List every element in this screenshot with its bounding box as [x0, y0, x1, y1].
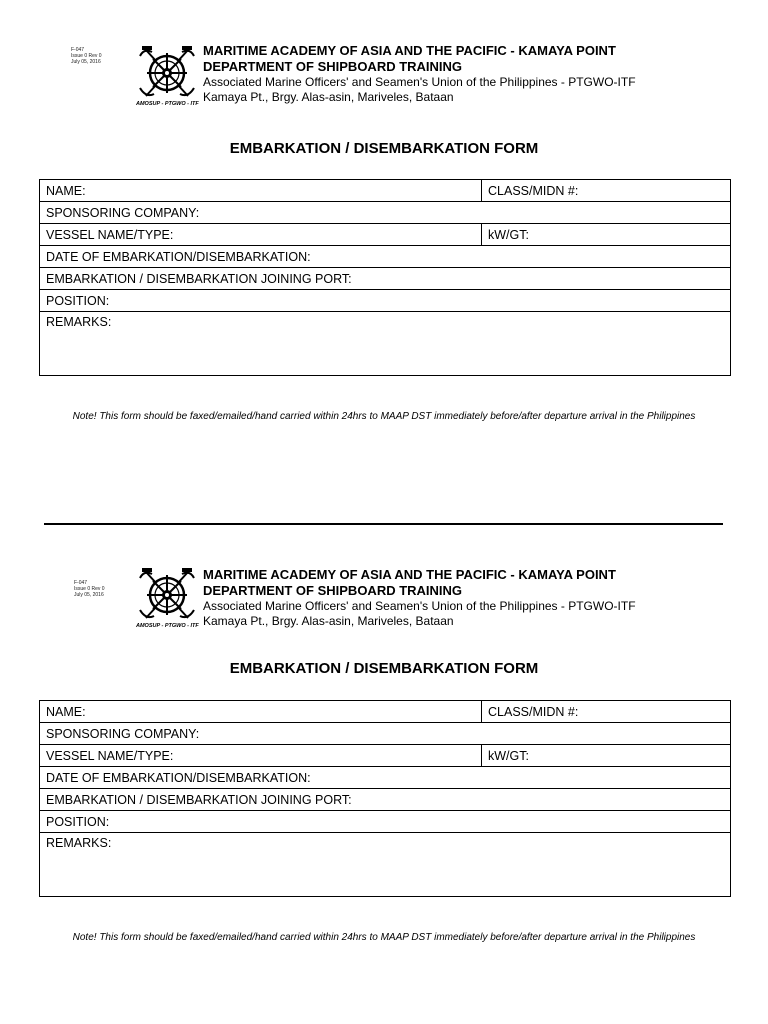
org-name: MARITIME ACADEMY OF ASIA AND THE PACIFIC - KAMAYA POINT: [203, 43, 616, 58]
form-row: [40, 833, 731, 897]
form-row: [40, 290, 731, 312]
form-row: [40, 789, 731, 811]
vessel-name-type-field[interactable]: VESSEL NAME/TYPE:: [40, 224, 482, 246]
kw-gt-field[interactable]: kW/GT:: [482, 745, 731, 767]
doc-issue: Issue 0 Rev 0: [74, 586, 105, 592]
form-note: Note! This form should be faxed/emailed/hand carried within 24hrs to MAAP DST immediately before/after departure arrival in the Philippines: [72, 411, 696, 422]
doc-code: F-047: [74, 580, 88, 586]
section-divider: [44, 523, 723, 525]
amosup-logo: [136, 44, 198, 110]
amosup-logo: [136, 566, 198, 632]
anchor-wheel-emblem-icon: [136, 44, 198, 102]
doc-date: July 05, 2016: [74, 592, 104, 598]
sponsoring-company-field[interactable]: SPONSORING COMPANY:: [40, 202, 731, 224]
organization-header: [203, 567, 636, 629]
embarkation-form-table: [39, 179, 731, 376]
joining-port-field[interactable]: EMBARKATION / DISEMBARKATION JOINING PORT:: [40, 268, 731, 290]
logo-caption: AMOSUP - PTGWO - ITF: [136, 101, 199, 107]
form-row: [40, 312, 731, 376]
department-name: DEPARTMENT OF SHIPBOARD TRAINING: [203, 583, 463, 598]
department-name: DEPARTMENT OF SHIPBOARD TRAINING: [203, 59, 463, 74]
kw-gt-field[interactable]: kW/GT:: [482, 224, 731, 246]
embarkation-form-table: [39, 700, 731, 897]
sponsoring-company-field[interactable]: SPONSORING COMPANY:: [40, 723, 731, 745]
name-field[interactable]: NAME:: [40, 701, 482, 723]
doc-reference: [71, 47, 102, 65]
organization-header: [203, 43, 636, 105]
union-name: Associated Marine Officers' and Seamen's Union of the Philippines - PTGWO-ITF: [203, 75, 636, 89]
remarks-field[interactable]: REMARKS:: [40, 312, 731, 376]
position-field[interactable]: POSITION:: [40, 290, 731, 312]
logo-caption: AMOSUP - PTGWO - ITF: [136, 623, 199, 629]
form-row: [40, 224, 731, 246]
form-row: [40, 268, 731, 290]
doc-date: July 05, 2016: [71, 59, 101, 65]
org-name: MARITIME ACADEMY OF ASIA AND THE PACIFIC - KAMAYA POINT: [203, 567, 616, 582]
union-name: Associated Marine Officers' and Seamen's Union of the Philippines - PTGWO-ITF: [203, 599, 636, 613]
form-row: [40, 180, 731, 202]
position-field[interactable]: POSITION:: [40, 811, 731, 833]
org-address: Kamaya Pt., Brgy. Alas-asin, Mariveles, Bataan: [203, 614, 454, 628]
org-address: Kamaya Pt., Brgy. Alas-asin, Mariveles, Bataan: [203, 90, 454, 104]
date-field[interactable]: DATE OF EMBARKATION/DISEMBARKATION:: [40, 767, 731, 789]
joining-port-field[interactable]: EMBARKATION / DISEMBARKATION JOINING PORT:: [40, 789, 731, 811]
form-row: [40, 745, 731, 767]
form-row: [40, 723, 731, 745]
form-row: [40, 811, 731, 833]
form-note: Note! This form should be faxed/emailed/hand carried within 24hrs to MAAP DST immediately before/after departure arrival in the Philippines: [72, 932, 696, 943]
doc-reference: [74, 580, 105, 598]
remarks-field[interactable]: REMARKS:: [40, 833, 731, 897]
anchor-wheel-emblem-icon: [136, 566, 198, 624]
form-title: EMBARKATION / DISEMBARKATION FORM: [229, 140, 539, 157]
doc-issue: Issue 0 Rev 0: [71, 53, 102, 59]
class-midn-field[interactable]: CLASS/MIDN #:: [482, 701, 731, 723]
doc-code: F-047: [71, 47, 85, 53]
form-row: [40, 202, 731, 224]
form-row: [40, 767, 731, 789]
form-row: [40, 246, 731, 268]
class-midn-field[interactable]: CLASS/MIDN #:: [482, 180, 731, 202]
vessel-name-type-field[interactable]: VESSEL NAME/TYPE:: [40, 745, 482, 767]
form-title: EMBARKATION / DISEMBARKATION FORM: [229, 660, 539, 677]
name-field[interactable]: NAME:: [40, 180, 482, 202]
form-row: [40, 701, 731, 723]
date-field[interactable]: DATE OF EMBARKATION/DISEMBARKATION:: [40, 246, 731, 268]
